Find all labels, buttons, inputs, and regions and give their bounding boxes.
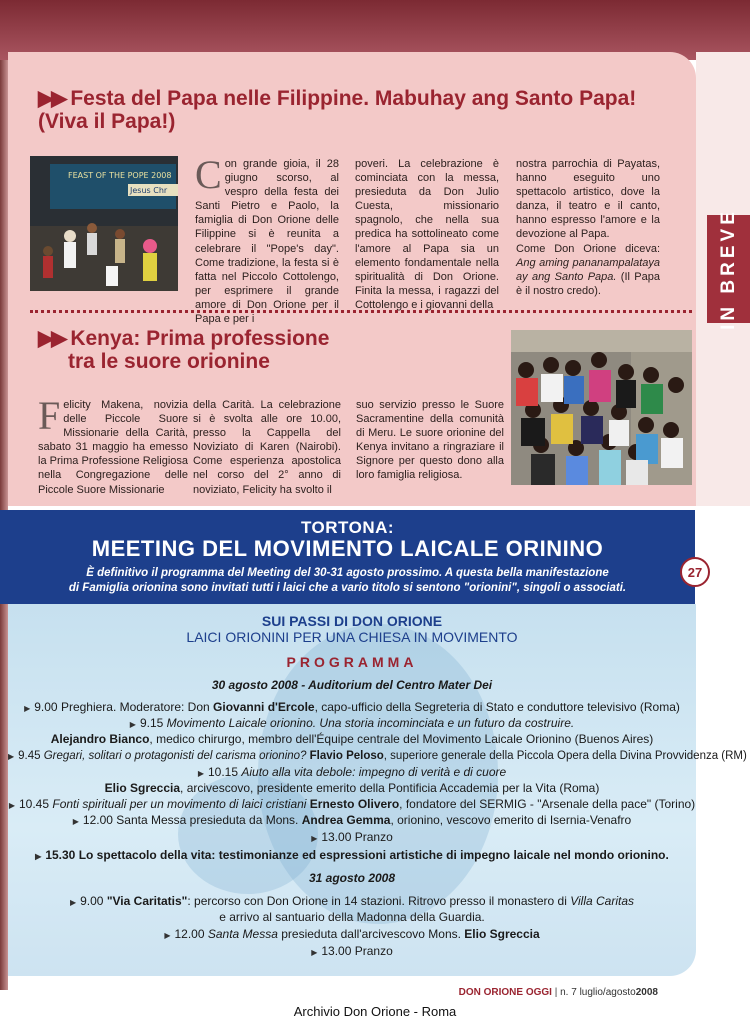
article2-column-2 [193, 398, 341, 497]
double-arrow-icon: ▶▶ [38, 87, 65, 110]
program-time: 9.45 [18, 750, 44, 762]
program-talk-title: Santa Messa [207, 927, 278, 941]
photo-sign-text: Jesus Chr [130, 186, 168, 195]
binding-spine [0, 0, 8, 990]
program-talk-title: Gregari, solitari o protagonisti del carisma orionino? [43, 750, 307, 762]
program-item-text: presieduta dall'arcivescovo Mons. [277, 927, 465, 941]
magazine-name: DON ORIONE OGGI [458, 987, 552, 998]
program-speaker-role: , fondatore del SERMIG - "Arsenale della pace" (Torino) [399, 797, 696, 811]
magazine-footer: DON ORIONE OGGI | n. 7 luglio/agosto2008 [458, 987, 658, 998]
issue-year: 2008 [635, 987, 658, 998]
photo-banner-text: FEAST OF THE POPE 2008 [68, 171, 172, 180]
bullet-triangle-icon: ▶ [197, 769, 204, 778]
program-talk-title: Aiuto alla vita debole: impegno di verità e di cuore [241, 765, 507, 779]
article1-column-1-text: on grande gioia, il 28 giugno scorso, al vespro della festa dei Santi Pietro e Paolo, la famiglia di Don Orione delle Filippine si è reunita a celebrare il "Pope's day". Come tradizione, la festa si è fatta nel Piccolo Cottolengo, per esprimere il grande amore di Don Orione per il Papa e per i [195, 158, 339, 326]
program-speaker-role: , arcivescovo, presidente emerito della Pontificia Accademia per la Vita (Roma) [180, 781, 600, 795]
program-speaker: Giovanni d'Ercole [213, 700, 315, 714]
program-item-0945 [8, 749, 747, 764]
program-speaker-line [8, 781, 696, 796]
dropcap: C [195, 152, 222, 197]
program-subheading: LAICI ORIONINI PER UNA CHIESA IN MOVIMENTO [186, 629, 518, 645]
philippines-photo [30, 156, 178, 291]
program-item-day2-0900 [8, 894, 696, 910]
article2-column-1 [38, 393, 188, 497]
program-place: Villa Caritas [570, 894, 635, 908]
article1-column-2-text: poveri. La celebrazione è cominciata con la messa, presieduta da Don Julio Cuesta, missionario spagnolo, che nella sua predica ha sottolineato come l'amore al Papa sia un elemento fondamentale nella spiritualità di Don Orione. Finita la messa, i ragazzi del Cottolengo e i giovanni della [355, 158, 499, 311]
program-speaker-role: , orionino, vescovo emerito di Isernia-Venafro [390, 813, 632, 827]
bullet-triangle-icon: ▶ [129, 720, 136, 729]
program-time: 9.00 [80, 894, 107, 908]
section-divider [30, 310, 692, 313]
bullet-triangle-icon: ▶ [24, 704, 31, 713]
section-tab [707, 208, 750, 330]
article1-title-line2: (Viva il Papa!) [38, 109, 176, 133]
article1-title [38, 88, 636, 133]
program-item-1200 [8, 813, 696, 829]
article1-title-line1: Festa del Papa nelle Filippine. Mabuhay ang Santo Papa! [70, 87, 637, 110]
program-speaker: Ernesto Olivero [306, 797, 400, 811]
meeting-headline: MEETING DEL MOVIMENTO LAICALE ORININO [91, 536, 604, 561]
program-heading: SUI PASSI DI DON ORIONE [261, 613, 443, 629]
article2-column-2-text: della Carità. La celebrazione si è svolta alle ore 10.00, presso la Cappella del Noviziato di Karen (Nairobi). Come esperienza apostolica nel corso del 2° anno di noviziato, Felicity ha svolto il [193, 399, 341, 496]
program-item-text: 13.00 Pranzo [321, 830, 393, 844]
program-speaker-role: , superiore generale della Piccola Opera della Divina Provvidenza (RM) [383, 750, 747, 762]
program-talk-title: "Via Caritatis" [106, 894, 188, 908]
article2-column-1-text: elicity Makena, novizia delle Piccole Suore Missionarie della Carità, sabato 31 maggio ha emesso la Prima Professione Religiosa nella Congregazione delle Piccole Suore Missionarie [38, 399, 188, 496]
bullet-triangle-icon: ▶ [69, 898, 77, 907]
program-speaker-role: , capo-ufficio della Segreteria di Stato e conduttore televisivo (Roma) [314, 700, 680, 714]
article1-quote-intro: Come Don Orione diceva: [516, 242, 660, 255]
article1-column-3 [516, 157, 660, 298]
program-speaker: Andrea Gemma [301, 813, 391, 827]
page-number: 27 [680, 557, 710, 587]
program-item-text: 13.00 Pranzo [321, 944, 393, 958]
program-item-continuation: e arrivo al santuario della Madonna della Guardia. [219, 910, 485, 924]
program-speaker-line [8, 732, 696, 747]
meeting-intro-line2: di Famiglia orionina sono invitati tutti i laici che a vario titolo si sentono "orionini", singoli o associati. [68, 582, 627, 594]
bullet-triangle-icon: ▶ [311, 834, 318, 843]
bullet-triangle-icon: ▶ [35, 852, 42, 861]
program-speaker: Elio Sgreccia [464, 927, 540, 941]
program-speaker: Alejandro Bianco [50, 732, 150, 746]
program-item-text: 15.30 Lo spettacolo della vita: testimonianze ed espressioni artistiche di impegno laicale nel mondo orionino. [45, 848, 669, 862]
program-speaker: Flavio Peloso [306, 750, 384, 762]
program-item-text: 12.00 Santa Messa presieduta da Mons. [82, 813, 302, 827]
program-time: 12.00 [174, 927, 208, 941]
article2-title-line2: tra le suore orionine [68, 349, 270, 373]
program-item-1045 [8, 797, 696, 813]
program-item-0915 [8, 716, 696, 732]
kenya-photo [511, 330, 692, 485]
article2-title [38, 328, 329, 373]
program-speaker: Elio Sgreccia [104, 781, 181, 795]
program-item-0900 [8, 700, 696, 716]
bullet-triangle-icon: ▶ [8, 801, 15, 810]
article1-quote-translation: (Il Papa è il nostro credo). [516, 270, 660, 297]
meeting-kicker: TORTONA: [300, 518, 395, 537]
article2-column-3 [356, 398, 504, 483]
program-item-1015 [8, 765, 696, 781]
program-item-text: 9.00 Preghiera. Moderatore: Don [34, 700, 214, 714]
article1-column-2 [355, 157, 499, 312]
top-band [0, 0, 750, 60]
section-tab-label: IN BREVE [717, 208, 739, 330]
bullet-triangle-icon: ▶ [164, 931, 171, 940]
double-arrow-icon: ▶▶ [38, 327, 65, 350]
program-time: 9.15 [139, 716, 167, 730]
bullet-triangle-icon: ▶ [72, 817, 79, 826]
issue-info: n. 7 luglio/agosto [560, 987, 636, 998]
program-speaker-role: , medico chirurgo, membro dell'Équipe centrale del Movimento Laicale Orionino (Buenos Aires) [149, 732, 654, 746]
program-talk-title: Movimento Laicale orionino. Una storia incominciata e un futuro da costruire. [166, 716, 575, 730]
program-item-1530 [8, 848, 696, 864]
program-day1: 30 agosto 2008 - Auditorium del Centro Mater Dei [211, 678, 493, 692]
program-time: 10.45 [18, 797, 53, 811]
program-talk-title: Fonti spirituali per un movimento di laici cristiani [52, 797, 307, 811]
article1-column-1 [195, 152, 339, 326]
article2-title-line1: Kenya: Prima professione [70, 327, 330, 350]
program-time: 10.15 [207, 765, 242, 779]
program-label: PROGRAMMA [286, 654, 418, 670]
program-item-1300 [8, 830, 696, 846]
article1-quote: Ang aming pananampalataya ay ang Santo Papa. [516, 256, 660, 283]
bullet-triangle-icon: ▶ [8, 752, 15, 761]
archive-caption: Archivio Don Orione - Roma [293, 1004, 457, 1019]
program-item-text: : percorso con Don Orione in 14 stazioni. Ritrovo presso il monastero di [187, 894, 571, 908]
article1-column-3-text: nostra parrochia di Payatas, hanno eseguito uno spettacolo artistico, dove la danza, il teatro e il canto, hanno espresso l'amore e la devozione al Papa. [516, 158, 660, 241]
program-item-day2-1200 [8, 927, 696, 943]
bullet-triangle-icon: ▶ [311, 948, 318, 957]
dropcap: F [38, 393, 61, 438]
meeting-intro-line1: È definitivo il programma del Meeting del 30-31 agosto prossimo. A questa bella manifestazione [86, 567, 609, 579]
program-day2: 31 agosto 2008 [308, 871, 396, 885]
article2-column-3-text: suo servizio presso le Suore Sacramentine della comunità di Meru. Le suore orionine del Kenya invitano a ringraziare il Signore per questo dono alla loro famiglia religiosa. [356, 399, 504, 482]
program-item-day2-1300 [8, 944, 696, 960]
